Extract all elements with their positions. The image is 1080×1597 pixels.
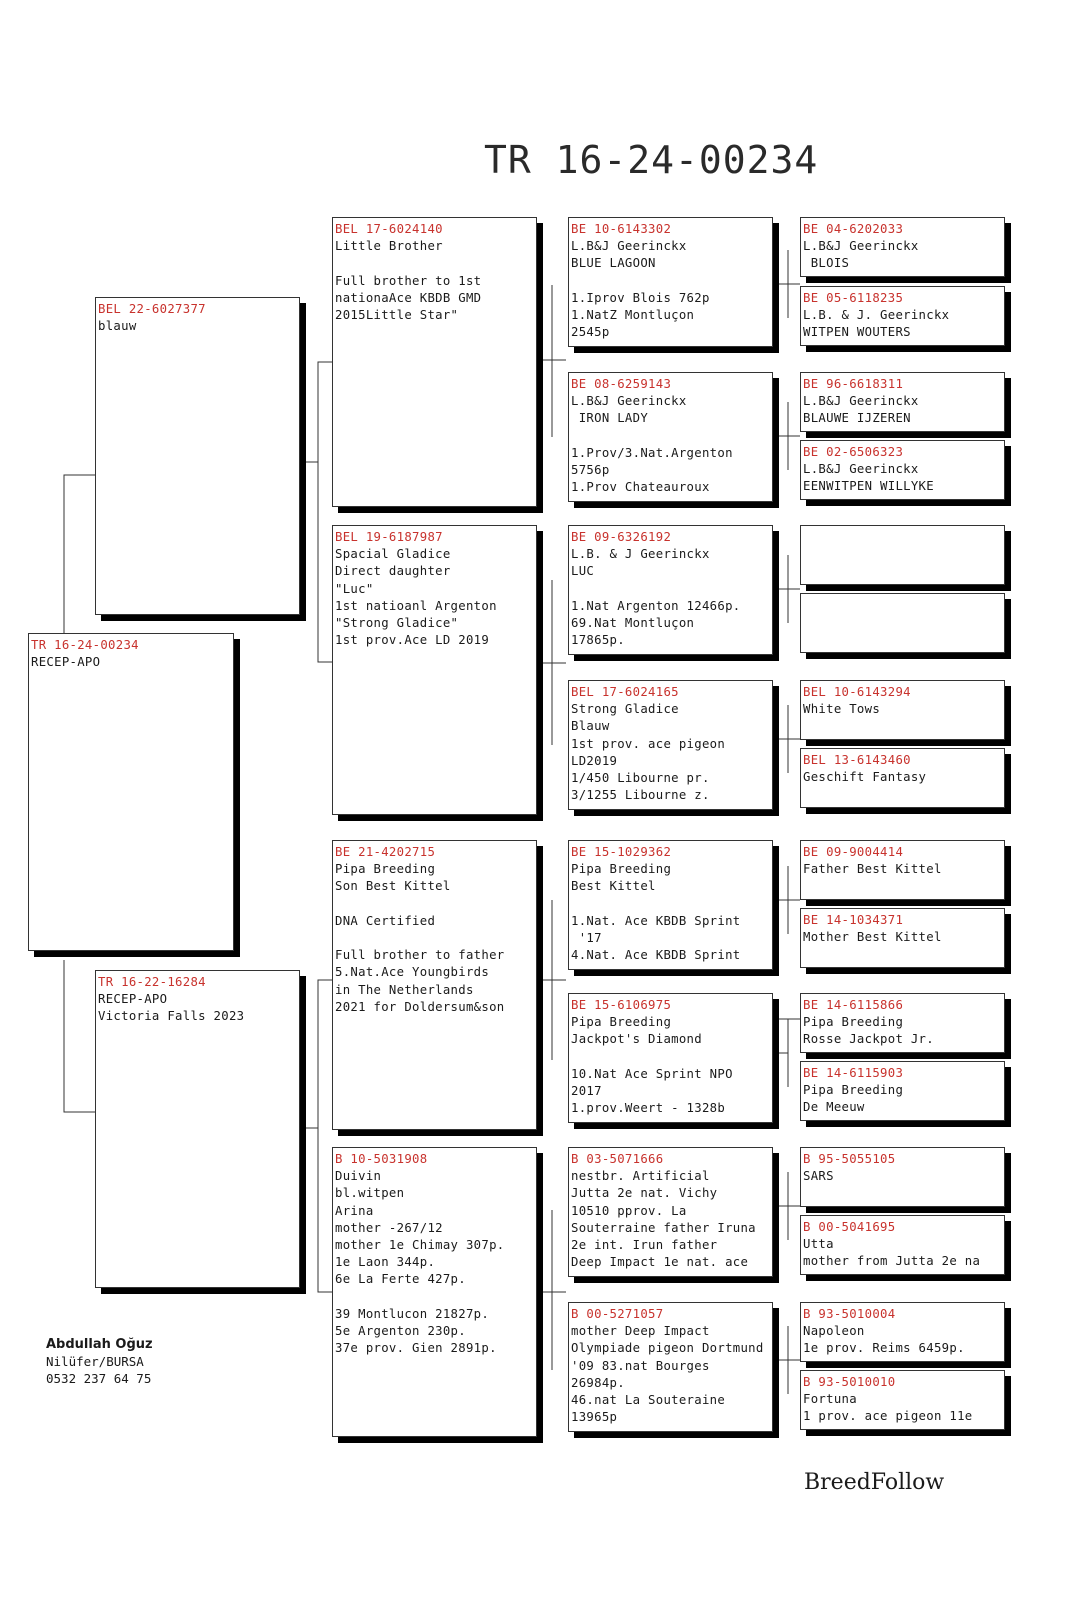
pedigree-line: Strong Gladice xyxy=(571,702,679,717)
ring-number: BE 15-1029362 xyxy=(571,845,672,859)
pedigree-line: Full brother to 1st xyxy=(335,273,482,288)
pedigree-line: 4.Nat. Ace KBDB Sprint xyxy=(571,948,741,963)
pedigree-line: 1.Nat. Ace KBDB Sprint xyxy=(571,913,741,928)
ring-number: BEL 10-6143294 xyxy=(803,685,911,699)
pedigree-line: L.B&J Geerinckx xyxy=(571,239,687,254)
ring-number: BE 96-6618311 xyxy=(803,377,904,391)
pedigree-line: 2015Little Star" xyxy=(335,308,459,322)
pedigree-card-sss[interactable] xyxy=(568,217,773,347)
pedigree-line: "Luc" xyxy=(335,581,374,596)
ring-number: B 00-5041695 xyxy=(803,1220,896,1234)
pedigree-card-sire[interactable] xyxy=(95,297,300,615)
pedigree-line: Pipa Breeding xyxy=(335,862,436,877)
pedigree-line: Blauw xyxy=(571,719,610,734)
pedigree-line xyxy=(335,896,534,913)
pedigree-line: 1st prov.Ace LD 2019 xyxy=(335,633,490,648)
ring-number: TR 16-22-16284 xyxy=(98,975,206,989)
ring-number: BE 05-6118235 xyxy=(803,291,904,305)
pedigree-line: Utta xyxy=(803,1237,834,1252)
pedigree-line: White Tows xyxy=(803,702,881,717)
pedigree-line xyxy=(571,581,770,598)
pedigree-line: Pipa Breeding xyxy=(803,1083,904,1098)
pedigree-card-ss[interactable] xyxy=(332,217,537,507)
pedigree-line: IRON LADY xyxy=(571,411,649,426)
brand-logo-text: BreedFollow xyxy=(804,1470,945,1495)
ring-number: BEL 17-6024165 xyxy=(571,685,679,699)
pedigree-line: in The Netherlands xyxy=(335,982,474,997)
pedigree-card-sdd[interactable] xyxy=(568,680,773,810)
pedigree-line xyxy=(571,428,770,445)
ring-number: B 10-5031908 xyxy=(335,1152,428,1166)
pedigree-line: Pipa Breeding xyxy=(571,1015,672,1030)
pedigree-card-ddds[interactable] xyxy=(800,1302,1005,1362)
pedigree-line: BLAUWE IJZEREN xyxy=(803,411,911,426)
pedigree-line: L.B&J Geerinckx xyxy=(803,394,919,409)
pedigree-line: 1.Iprov Blois 762p xyxy=(571,290,710,305)
ring-number: BEL 17-6024140 xyxy=(335,222,443,236)
ring-number: BE 02-6506323 xyxy=(803,445,904,459)
pedigree-line: Father Best Kittel xyxy=(803,862,942,877)
pedigree-line: EENWITPEN WILLYKE xyxy=(803,479,934,494)
pedigree-line: 10510 pprov. La xyxy=(571,1203,687,1218)
ring-number: BE 08-6259143 xyxy=(571,377,672,391)
pedigree-card-ds[interactable] xyxy=(332,840,537,1130)
pedigree-line: L.B. & J. Geerinckx xyxy=(803,308,950,323)
pedigree-line: Rosse Jackpot Jr. xyxy=(803,1032,934,1047)
pedigree-line: Fortuna xyxy=(803,1392,857,1407)
owner-name: Abdullah Oğuz xyxy=(46,1337,153,1352)
ring-number: BE 09-9004414 xyxy=(803,845,904,859)
pedigree-card-ssds[interactable] xyxy=(800,372,1005,432)
pedigree-line: Best Kittel xyxy=(571,879,656,894)
pedigree-line: BLOIS xyxy=(803,256,850,271)
ring-number: BE 21-4202715 xyxy=(335,845,436,859)
pedigree-line: L.B&J Geerinckx xyxy=(803,239,919,254)
pedigree-line: L.B&J Geerinckx xyxy=(803,462,919,477)
ring-number: B 93-5010010 xyxy=(803,1375,896,1389)
ring-number: BE 04-6202033 xyxy=(803,222,904,236)
pedigree-line: Duivin xyxy=(335,1169,382,1184)
pedigree-card-dsdd[interactable] xyxy=(800,1061,1005,1121)
pedigree-line: bl.witpen xyxy=(335,1186,405,1201)
pedigree-line: 1.Prov/3.Nat.Argenton xyxy=(571,445,733,460)
pedigree-card-dsds[interactable] xyxy=(800,993,1005,1053)
pedigree-line: 2e int. Irun father xyxy=(571,1238,718,1253)
pedigree-card-sdss[interactable] xyxy=(800,525,1005,585)
pedigree-card-dd[interactable] xyxy=(332,1147,537,1437)
pedigree-line: RECEP-APO xyxy=(31,655,101,670)
owner-phone: 0532 237 64 75 xyxy=(46,1371,152,1386)
pedigree-card-dam[interactable] xyxy=(95,970,300,1288)
pedigree-line xyxy=(571,273,770,290)
ring-number: BE 14-6115903 xyxy=(803,1066,904,1080)
pedigree-line xyxy=(571,896,770,913)
pedigree-line: Spacial Gladice xyxy=(335,547,451,562)
ring-number: B 00-5271057 xyxy=(571,1307,664,1321)
pedigree-line: "Strong Gladice" xyxy=(335,616,459,631)
pedigree-line: 2017 xyxy=(571,1084,602,1098)
ring-number: B 03-5071666 xyxy=(571,1152,664,1166)
pedigree-line: mother from Jutta 2e na xyxy=(803,1254,981,1269)
pedigree-line: mother -267/12 xyxy=(335,1220,443,1235)
pedigree-line: Jutta 2e nat. Vichy xyxy=(571,1186,718,1201)
pedigree-line: '17 xyxy=(571,931,602,945)
pedigree-card-dsss[interactable] xyxy=(800,840,1005,900)
pedigree-line xyxy=(571,1049,770,1066)
pedigree-line: 1st prov. ace pigeon xyxy=(571,736,726,751)
pedigree-line: 17865p. xyxy=(571,633,625,648)
pedigree-line: Pipa Breeding xyxy=(571,862,672,877)
pedigree-line: Little Brother xyxy=(335,239,443,254)
pedigree-line: 2545p xyxy=(571,325,610,340)
owner-info xyxy=(46,1336,153,1387)
pedigree-line: 13965p xyxy=(571,1410,618,1425)
owner-city: Nilüfer/BURSA xyxy=(46,1354,144,1369)
pedigree-card-dssd[interactable] xyxy=(800,908,1005,968)
ring-number: BEL 19-6187987 xyxy=(335,530,443,544)
pedigree-line: nestbr. Artificial xyxy=(571,1169,710,1184)
pedigree-line xyxy=(335,1289,534,1306)
pedigree-card-dds[interactable] xyxy=(568,1147,773,1277)
pedigree-card-dsd[interactable] xyxy=(568,993,773,1123)
pedigree-line: Direct daughter xyxy=(335,564,451,579)
pedigree-line: SARS xyxy=(803,1169,834,1184)
pedigree-line: 1.Nat Argenton 12466p. xyxy=(571,598,741,613)
pedigree-line: Souterraine father Iruna xyxy=(571,1220,756,1235)
ring-number: TR 16-24-00234 xyxy=(31,638,139,652)
ring-number: B 93-5010004 xyxy=(803,1307,896,1321)
pedigree-line: WITPEN WOUTERS xyxy=(803,325,911,340)
pedigree-line: 1 prov. ace pigeon 11e xyxy=(803,1409,973,1424)
pedigree-card-ssss[interactable] xyxy=(800,217,1005,277)
pedigree-card-sds[interactable] xyxy=(568,525,773,655)
pedigree-card-sd[interactable] xyxy=(332,525,537,815)
pedigree-line: Mother Best Kittel xyxy=(803,930,942,945)
pedigree-line: 5.Nat.Ace Youngbirds xyxy=(335,965,490,980)
pedigree-line: 6e La Ferte 427p. xyxy=(335,1272,466,1287)
pedigree-line: Geschift Fantasy xyxy=(803,770,927,785)
pedigree-line: De Meeuw xyxy=(803,1100,865,1115)
pedigree-line: Son Best Kittel xyxy=(335,879,451,894)
pedigree-line: 69.Nat Montluçon xyxy=(571,616,695,630)
ring-number: B 95-5055105 xyxy=(803,1152,896,1166)
pedigree-line: LD2019 xyxy=(571,753,618,768)
pedigree-line: 2021 for Doldersum&son xyxy=(335,999,505,1014)
pedigree-line: mother 1e Chimay 307p. xyxy=(335,1238,505,1253)
pedigree-line: 26984p. xyxy=(571,1375,625,1390)
pedigree-line: Pipa Breeding xyxy=(803,1015,904,1030)
pedigree-card-dddd[interactable] xyxy=(800,1370,1005,1430)
pedigree-line: mother Deep Impact xyxy=(571,1324,710,1339)
pedigree-line: 1.Prov Chateauroux xyxy=(571,480,710,495)
pedigree-line: 5756p xyxy=(571,463,610,477)
pedigree-card-ddsd[interactable] xyxy=(800,1215,1005,1275)
pedigree-line: 5e Argenton 230p. xyxy=(335,1324,466,1339)
ring-number: BEL 22-6027377 xyxy=(98,302,206,316)
pedigree-line xyxy=(335,255,534,272)
pedigree-line: 37e prov. Gien 2891p. xyxy=(335,1341,497,1356)
pedigree-card-ddd[interactable] xyxy=(568,1302,773,1432)
pedigree-line: Olympiade pigeon Dortmund xyxy=(571,1341,764,1356)
pedigree-line: Arina xyxy=(335,1203,374,1218)
pedigree-line: L.B. & J Geerinckx xyxy=(571,547,710,562)
pedigree-line: Full brother to father xyxy=(335,948,505,963)
pedigree-line: Deep Impact 1e nat. ace xyxy=(571,1255,749,1270)
page-title: TR 16-24-00234 xyxy=(484,138,819,182)
pedigree-card-ddss[interactable] xyxy=(800,1147,1005,1207)
ring-number: BE 14-6115866 xyxy=(803,998,904,1012)
pedigree-line: blauw xyxy=(98,319,137,334)
pedigree-line: 1.prov.Weert - 1328b xyxy=(571,1101,726,1116)
ring-number: BE 09-6326192 xyxy=(571,530,672,544)
pedigree-line: Jackpot's Diamond xyxy=(571,1032,702,1047)
ring-number: BE 10-6143302 xyxy=(571,222,672,236)
pedigree-line: 1/450 Libourne pr. xyxy=(571,771,710,786)
pedigree-line: 1e prov. Reims 6459p. xyxy=(803,1341,965,1356)
ring-number: BE 14-1034371 xyxy=(803,913,904,927)
pedigree-card-ssd[interactable] xyxy=(568,372,773,502)
pedigree-line: 1st natioanl Argenton xyxy=(335,598,497,613)
pedigree-line: 46.nat La Souteraine xyxy=(571,1393,726,1408)
pedigree-line: 1e Laon 344p. xyxy=(335,1255,436,1270)
pedigree-card-subject[interactable] xyxy=(28,633,234,951)
pedigree-line: Napoleon xyxy=(803,1324,865,1339)
pedigree-card-sddd[interactable] xyxy=(800,748,1005,808)
pedigree-line: '09 83.nat Bourges xyxy=(571,1358,710,1373)
pedigree-line: L.B&J Geerinckx xyxy=(571,394,687,409)
pedigree-line: 10.Nat Ace Sprint NPO xyxy=(571,1066,733,1081)
pedigree-line: Victoria Falls 2023 xyxy=(98,1009,245,1024)
pedigree-card-sdsd[interactable] xyxy=(800,593,1005,653)
pedigree-card-ssdd[interactable] xyxy=(800,440,1005,500)
pedigree-line: 1.NatZ Montluçon xyxy=(571,308,695,322)
pedigree-line: 39 Montlucon 21827p. xyxy=(335,1306,490,1321)
pedigree-card-sdds[interactable] xyxy=(800,680,1005,740)
pedigree-card-dss[interactable] xyxy=(568,840,773,970)
pedigree-line: BLUE LAGOON xyxy=(571,256,656,271)
pedigree-line: DNA Certified xyxy=(335,913,436,928)
pedigree-line: nationaAce KBDB GMD xyxy=(335,290,482,305)
pedigree-line: 3/1255 Libourne z. xyxy=(571,788,710,803)
ring-number: BEL 13-6143460 xyxy=(803,753,911,767)
pedigree-line: LUC xyxy=(571,564,595,579)
ring-number: BE 15-6106975 xyxy=(571,998,672,1012)
pedigree-card-sssd[interactable] xyxy=(800,286,1005,346)
pedigree-line xyxy=(335,930,534,947)
pedigree-line: RECEP-APO xyxy=(98,992,168,1007)
